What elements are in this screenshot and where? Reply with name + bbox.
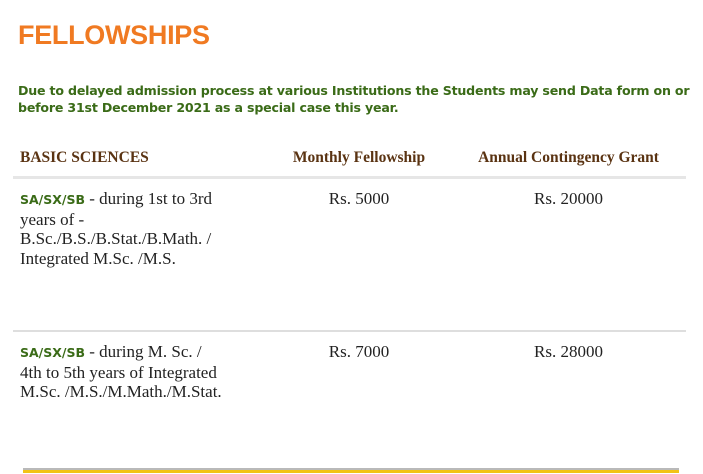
description-line: M.Sc. /M.S./M.Math./M.Stat. xyxy=(20,382,222,401)
description-line: years of - xyxy=(20,209,85,229)
table-header-row xyxy=(13,142,686,178)
table-row xyxy=(13,178,686,332)
course-description xyxy=(13,331,267,450)
course-description xyxy=(13,178,267,332)
page-title: FELLOWSHIPS xyxy=(18,20,210,50)
description-line: 4th to 5th years of Integrated xyxy=(20,362,217,382)
annual-grant-value: Rs. 28000 xyxy=(534,342,603,361)
monthly-fellowship-value: Rs. 7000 xyxy=(328,342,390,361)
fellowship-table xyxy=(13,142,686,450)
monthly-fellowship-value: Rs. 5000 xyxy=(267,178,451,332)
description-line: - during M. Sc. / xyxy=(84,342,202,361)
scheme-code: SA/SX/SB xyxy=(20,345,85,360)
scheme-code: SA/SX/SB xyxy=(20,192,85,207)
footer-divider xyxy=(23,468,679,473)
description-line: B.Sc./B.S./B.Stat./B.Math. / xyxy=(20,229,212,248)
header-monthly-fellowship: Monthly Fellowship xyxy=(267,142,451,178)
annual-grant-value: Rs. 20000 xyxy=(451,178,686,332)
table-row xyxy=(13,331,686,450)
notice-text: Due to delayed admission process at various Institutions the Students may send Data form on or before 31st December 2021 as a special case this year. xyxy=(18,83,690,115)
description-line: - during 1st to 3rd xyxy=(84,189,213,208)
header-annual-contingency-grant: Annual Contingency Grant xyxy=(451,142,686,178)
description-line: Integrated M.Sc. /M.S. xyxy=(20,248,176,268)
header-basic-sciences: BASIC SCIENCES xyxy=(13,142,267,178)
